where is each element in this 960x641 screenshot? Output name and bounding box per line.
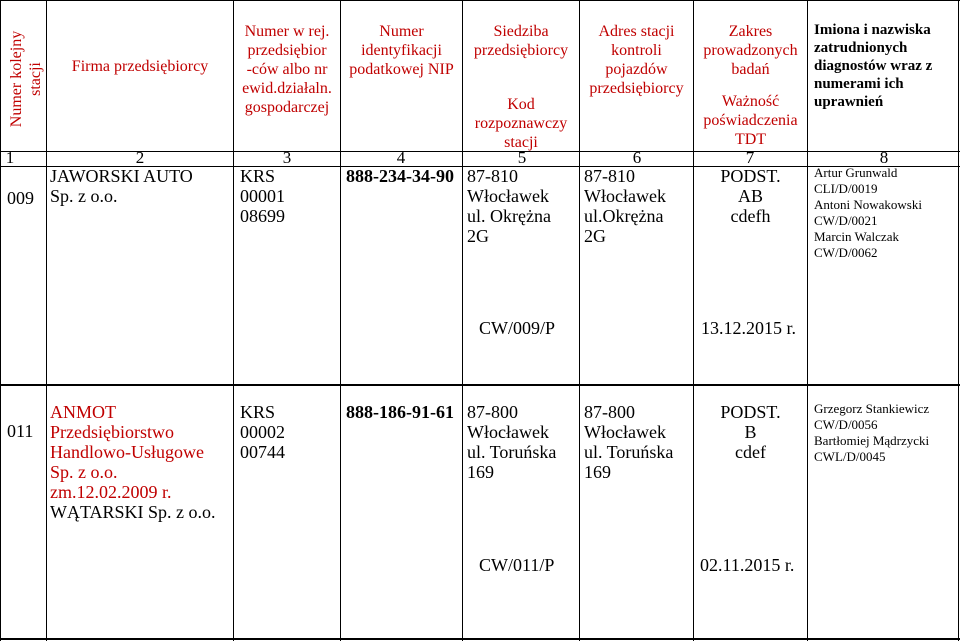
row-separator xyxy=(0,384,960,386)
header-diagnosticians: Imiona i nazwiska zatrudnionych diagnostów wraz z numerami ich uprawnień xyxy=(814,22,933,110)
column-number: 1 xyxy=(5,148,15,167)
company-name: JAWORSKI AUTO Sp. z o.o. xyxy=(50,166,193,206)
header-station-number: Numer kolejny stacji xyxy=(8,30,44,128)
header-company: Firma przedsiębiorcy xyxy=(71,58,209,75)
register-number: KRS 00002 00744 xyxy=(240,402,285,462)
column-number: 7 xyxy=(745,148,755,167)
column-number: 5 xyxy=(517,148,527,167)
station-address: 87-800 Włocławek ul. Toruńska 169 xyxy=(584,402,674,482)
station-address: 87-810 Włocławek ul.Okrężna 2G xyxy=(584,166,666,246)
header-nip: Numer identyfikacji podatkowej NIP xyxy=(349,23,454,78)
certificate-validity: 02.11.2015 r. xyxy=(700,555,795,575)
header-seat: Siedziba przedsiębiorcy xyxy=(473,23,569,59)
company-seat: 87-800 Włocławek ul. Toruńska 169 xyxy=(467,402,557,482)
diagnosticians-list: Grzegorz Stankiewicz CW/D/0056 Bartłomiej Mądrzycki CWL/D/0045 xyxy=(814,401,930,464)
station-code: CW/009/P xyxy=(479,318,556,338)
company-name: ANMOT Przedsiębiorstwo Handlowo-Usługowe Sp. z o.o. zm.12.02.2009 r. WĄTARSKI Sp. z o.o. xyxy=(50,402,216,522)
register-number: KRS 00001 08699 xyxy=(240,166,285,226)
header-register: Numer w rej. przedsiębior -ców albo nr ewid.działaln. gospodarczej xyxy=(242,23,332,116)
header-station-code: Kod rozpoznawczy stacji xyxy=(474,96,568,151)
header-scope: Zakres prowadzonych badań xyxy=(703,23,798,78)
table-bottom-border xyxy=(0,638,960,640)
header-station-address: Adres stacji kontroli pojazdów przedsiębiorcy xyxy=(589,23,684,97)
tax-id: 888-186-91-61 xyxy=(346,402,454,422)
station-number: 011 xyxy=(7,421,34,441)
diagnosticians-list: Artur Grunwald CLI/D/0019 Antoni Nowakowski CW/D/0021 Marcin Walczak CW/D/0062 xyxy=(814,165,922,260)
header-validity: Ważność poświadczenia TDT xyxy=(703,93,798,148)
tax-id: 888-234-34-90 xyxy=(346,166,454,186)
company-seat: 87-810 Włocławek ul. Okrężna 2G xyxy=(467,166,551,246)
inspection-scope: PODST. AB cdefh xyxy=(720,166,781,226)
inspection-scope: PODST. B cdef xyxy=(720,402,781,462)
station-number: 009 xyxy=(7,188,34,208)
certificate-validity: 13.12.2015 r. xyxy=(701,318,797,338)
column-number: 2 xyxy=(135,148,145,167)
table-top-border xyxy=(0,0,960,1)
column-number: 4 xyxy=(396,148,406,167)
column-number: 3 xyxy=(282,148,292,167)
column-number: 8 xyxy=(879,148,889,167)
column-number: 6 xyxy=(632,148,642,167)
grid-line-left xyxy=(0,0,1,641)
grid-line-v3 xyxy=(340,0,341,641)
grid-line-v1 xyxy=(46,0,47,641)
station-code: CW/011/P xyxy=(479,555,555,575)
